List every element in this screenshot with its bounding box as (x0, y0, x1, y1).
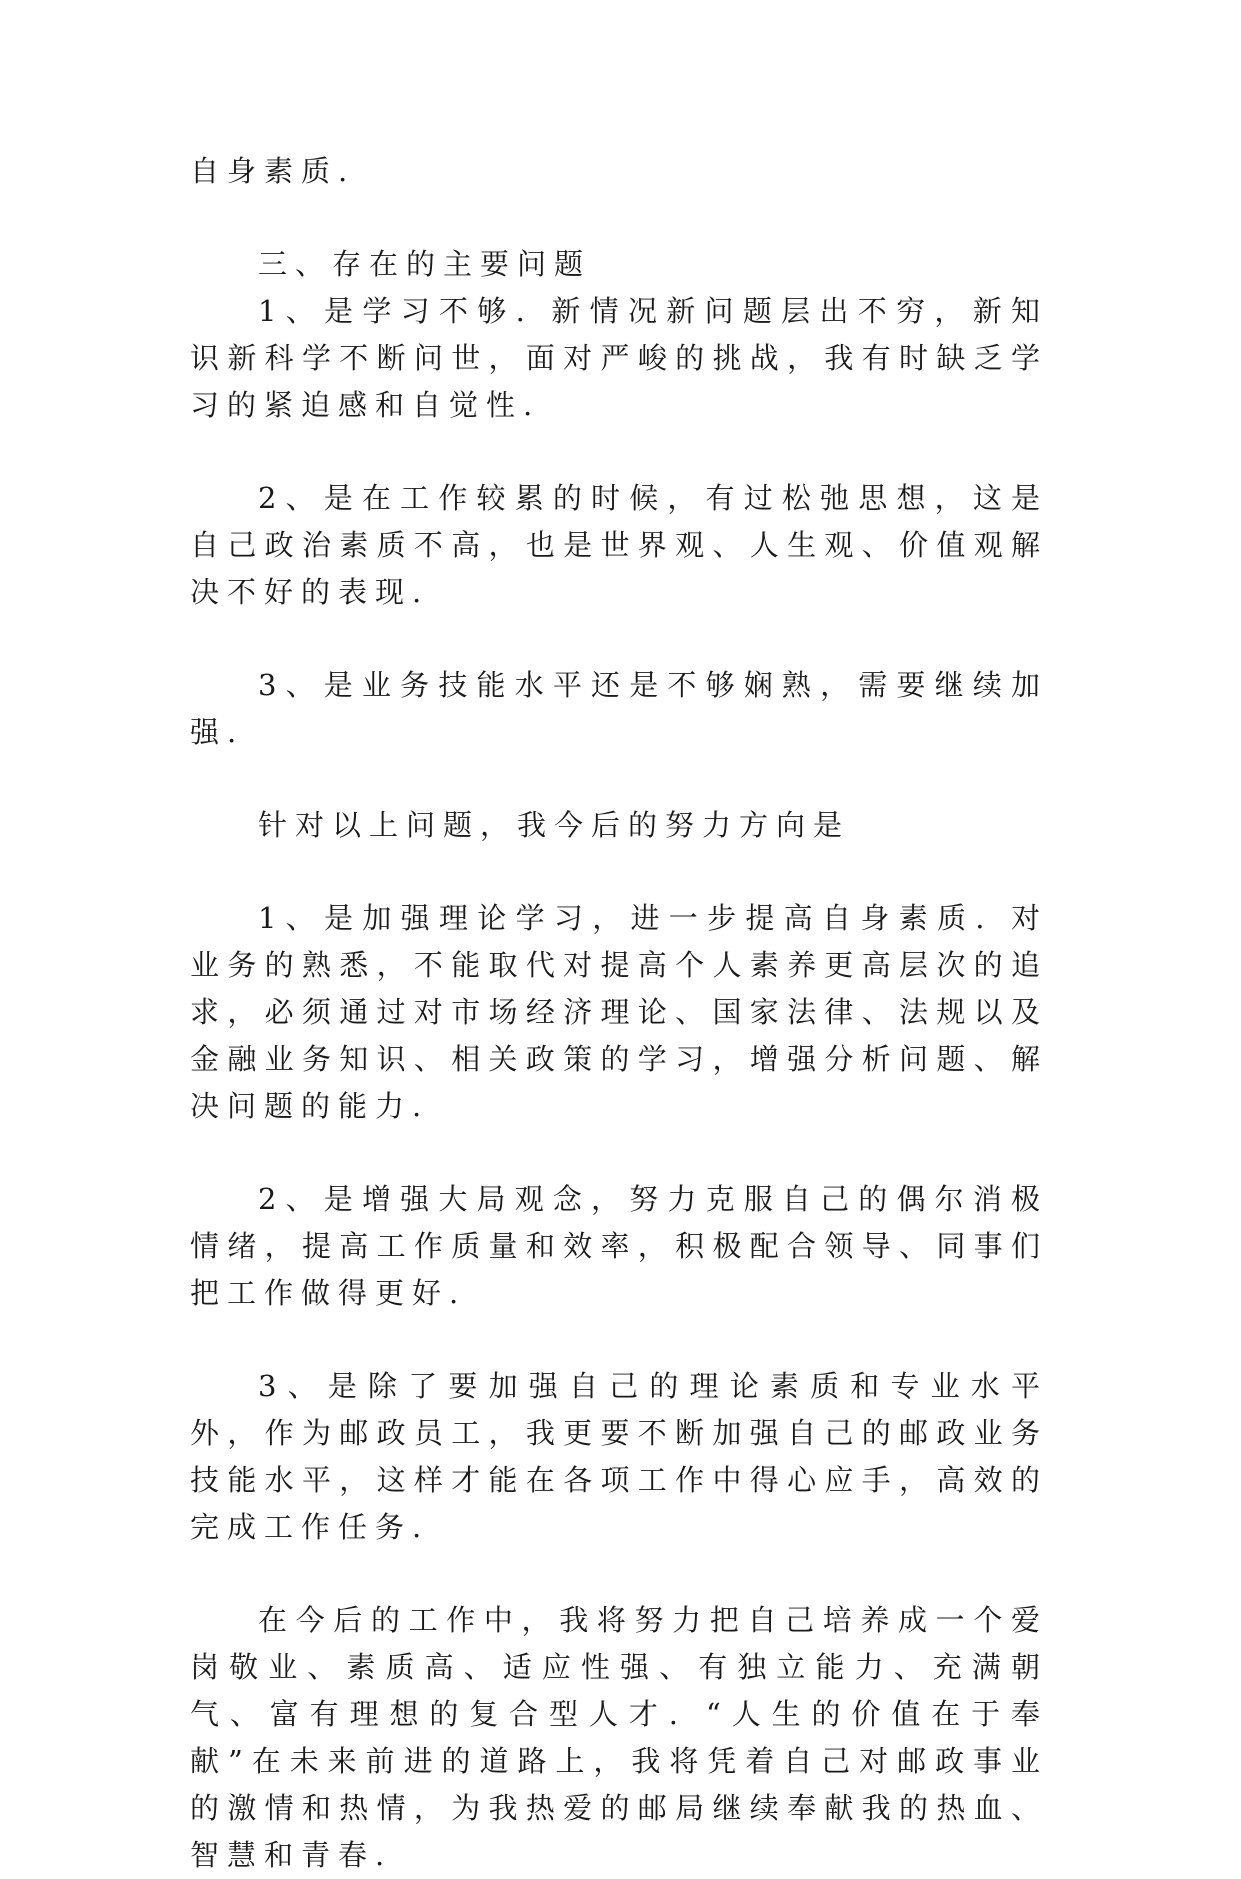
paragraph-continuation: 自身素质. (190, 154, 356, 188)
paragraph-direction-intro: 针对以上问题，我今后的努力方向是 (258, 808, 851, 842)
paragraph-direction-3: 3、是除了要加强自己的理论素质和专业水平外，作为邮政员工，我更要不断加强自己的邮政业务技能水平，这样才能在各项工作中得心应手，高效的完成工作任务. (190, 1369, 1048, 1544)
paragraph-direction-2: 2、是增强大局观念，努力克服自己的偶尔消极情绪，提高工作质量和效率，积极配合领导、同事们把工作做得更好. (190, 1182, 1048, 1310)
paragraph-problem-1: 1、是学习不够. 新情况新问题层出不穷，新知识新科学不断问世，面对严峻的挑战，我有时缺乏学习的紧迫感和自觉性. (190, 294, 1048, 422)
paragraph-conclusion: 在今后的工作中，我将努力把自己培养成一个爱岗敬业、素质高、适应性强、有独立能力、充满朝气、富有理想的复合型人才. “人生的价值在于奉献”在未来前进的道路上，我将凭着自己对邮政事业的激情和热情，为我热爱的邮局继续奉献我的热血、智慧和青春. (190, 1603, 1048, 1872)
document-page (190, 148, 1048, 1879)
paragraph-direction-1: 1、是加强理论学习，进一步提高自身素质. 对业务的熟悉，不能取代对提高个人素养更高层次的追求，必须通过对市场经济理论、国家法律、法规以及金融业务知识、相关政策的学习，增强分析问题、解决问题的能力. (190, 901, 1048, 1123)
paragraph-problem-2: 2、是在工作较累的时候，有过松弛思想，这是自己政治素质不高，也是世界观、人生观、价值观解决不好的表现. (190, 481, 1048, 609)
section-heading-problems: 三、存在的主要问题 (258, 247, 592, 281)
paragraph-problem-3: 3、是业务技能水平还是不够娴熟，需要继续加强. (190, 668, 1048, 749)
